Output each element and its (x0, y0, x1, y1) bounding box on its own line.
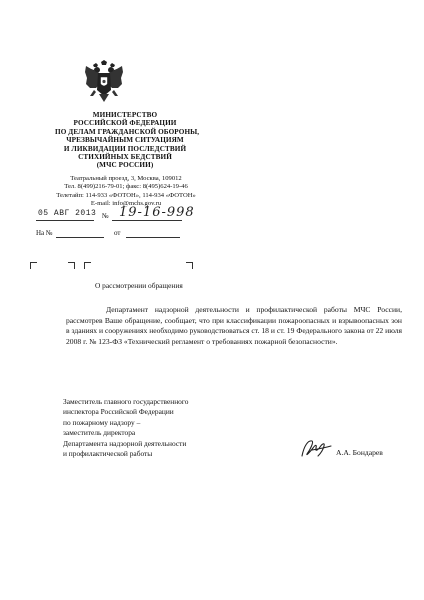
from-underline (126, 237, 180, 238)
number-label: № (102, 212, 109, 220)
reply-to-row (36, 229, 216, 241)
letter-subject: О рассмотрении обращения (95, 281, 183, 290)
reply-to-label: На № (36, 229, 53, 237)
registration-date-stamp: 05 АВГ 2013 (38, 209, 97, 218)
contact-info-block (36, 175, 216, 209)
contact-address: Театральный проезд, 3, Москва, 109012 (70, 175, 182, 182)
reply-to-underline (56, 237, 104, 238)
contact-email: E-mail: info@mchs.gov.ru (90, 200, 162, 208)
signatory-title-line: Заместитель главного государственного (63, 397, 189, 406)
ministry-line: (МЧС РОССИИ) (96, 161, 154, 170)
contact-phone: Тел. 8(499)216-79-01; факс: 8(495)624-19-46 (64, 183, 188, 191)
ministry-line: СТИХИЙНЫХ БЕДСТВИЙ (78, 153, 172, 162)
russian-coat-of-arms-icon (84, 60, 124, 104)
letter-body: Департамент надзорной деятельности и профилактической работы МЧС России, рассмотрев Ваше обращение, сообщает, что при классификации пожароопасных и взрывоопасных зон в зданиях и сооружениях необходимо руководствоваться ст. 18 и ст. 19 Федерального закона от 22 июля 2008 г. № 123-ФЗ «Технический регламент о требованиях пожарной безопасности». (66, 305, 402, 346)
contact-teletype: Телетайп: 114-933 «ФОТОН», 114-934 «ФОТОН» (56, 191, 196, 199)
ministry-line: И ЛИКВИДАЦИИ ПОСЛЕДСТВИЙ (63, 144, 187, 153)
signatory-title-line: инспектора Российской Федерации (63, 407, 174, 417)
ministry-name-block (55, 111, 200, 170)
signatory-title-line: Департамента надзорной деятельности (63, 438, 187, 448)
signatory-title-line: по пожарному надзору – (63, 417, 141, 427)
signatory-title-line: и профилактической работы (63, 449, 153, 459)
date-underline (36, 220, 94, 221)
signatory-title (63, 397, 283, 459)
ministry-line: ПО ДЕЛАМ ГРАЖДАНСКОЙ ОБОРОНЫ, (55, 127, 200, 136)
address-corner-mark (84, 262, 91, 269)
registration-row (36, 205, 216, 223)
signatory-name: А.А. Бондарев (336, 448, 383, 457)
ministry-line: РОССИЙСКОЙ ФЕДЕРАЦИИ (73, 119, 177, 128)
ministry-line: ЧРЕЗВЫЧАЙНЫМ СИТУАЦИЯМ (66, 136, 184, 145)
number-underline (112, 220, 182, 221)
address-corner-mark (68, 262, 75, 269)
address-corner-mark (186, 262, 193, 269)
address-corner-mark (30, 262, 37, 269)
registration-number: 19-16-998 (119, 205, 195, 220)
handwritten-signature-icon (298, 436, 334, 462)
from-label: от (114, 229, 121, 237)
ministry-line: МИНИСТЕРСТВО (92, 111, 158, 119)
signatory-title-line: заместитель директора (63, 428, 136, 438)
